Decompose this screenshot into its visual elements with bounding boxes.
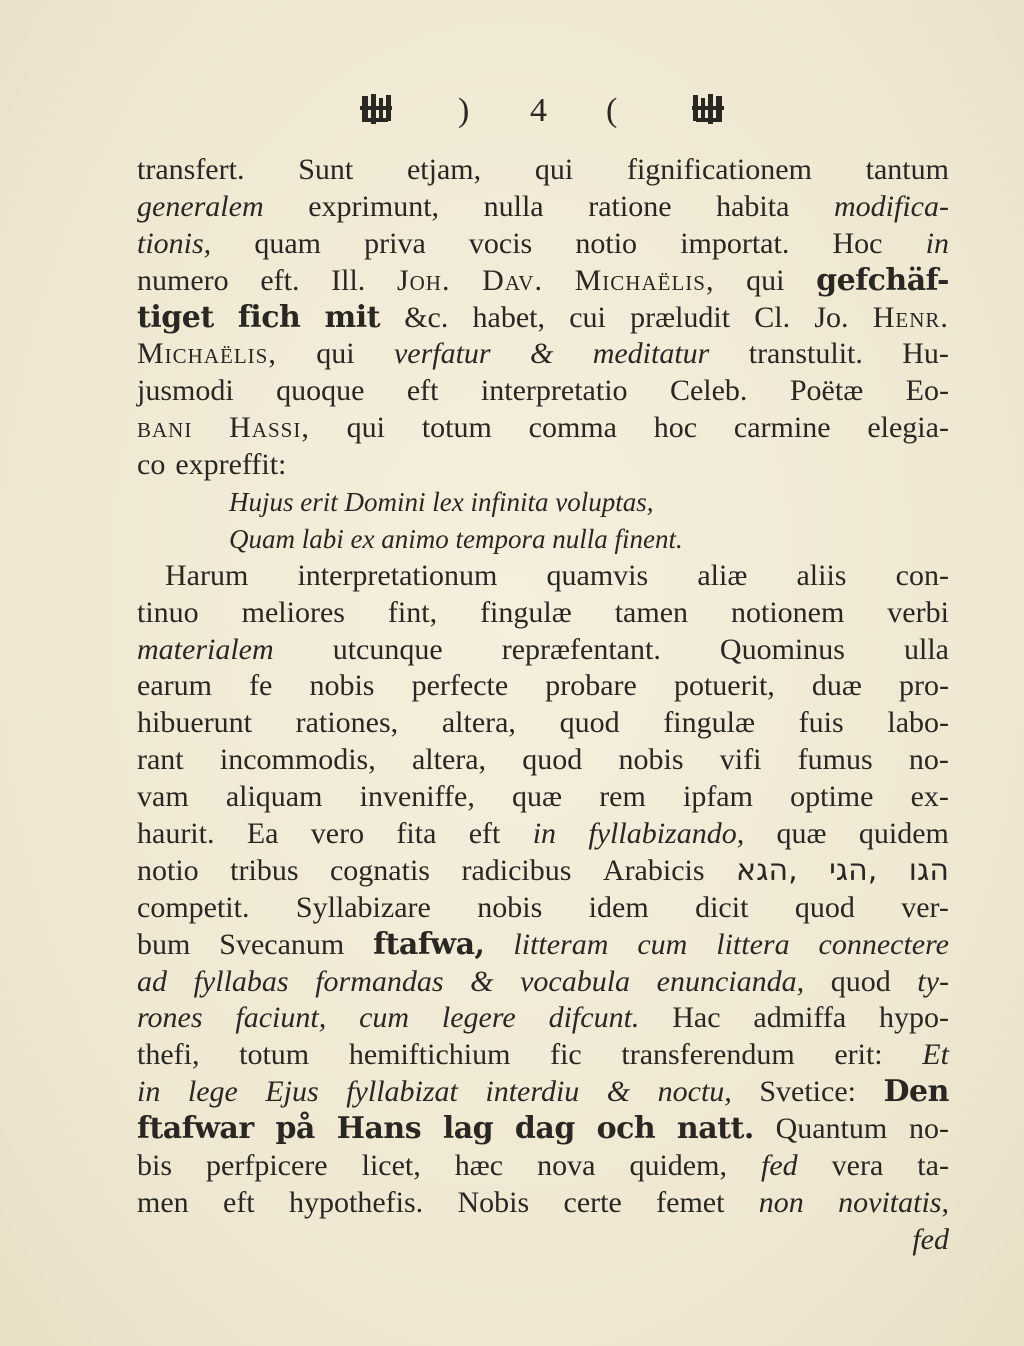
word: ta- (917, 1149, 949, 1183)
word: verfatur (393, 337, 491, 371)
word: Svecanum (219, 927, 345, 961)
word: nobis (618, 743, 684, 777)
header-right-parenthesis: ( (606, 92, 618, 129)
printer-ornament-left-icon (358, 92, 394, 126)
word: rem (599, 780, 646, 814)
word: tionis, (137, 226, 212, 260)
text-line (137, 558, 949, 595)
word: notio (575, 226, 638, 260)
word: Et (922, 1038, 949, 1072)
word: eft. (260, 263, 300, 297)
word: interpretationum (297, 558, 498, 592)
word: fyllabas (193, 964, 289, 998)
word: haurit. (137, 817, 215, 851)
text-line (137, 632, 949, 669)
text-line (137, 853, 949, 890)
word: faciunt, (235, 1001, 327, 1035)
word: meditatur (592, 337, 710, 371)
word: Hu- (902, 337, 949, 371)
word: Hujus erit Domini lex infinita voluptas, (229, 487, 654, 518)
word: Henr. (872, 300, 949, 334)
word: Arabicis (602, 853, 705, 887)
word: admiffa (753, 1001, 847, 1035)
word: competit. (137, 890, 250, 924)
word: tribus (230, 853, 299, 887)
word: noctu, (657, 1075, 732, 1109)
word: perfpicere (206, 1149, 328, 1183)
word: Ea (246, 817, 279, 851)
word: mit (324, 299, 380, 335)
word: hibuerunt (137, 706, 252, 740)
word: & (606, 1075, 631, 1109)
word: ipfam (682, 780, 753, 814)
word: modifica- (834, 189, 949, 223)
word: thefi, (137, 1038, 200, 1072)
word: altera, (411, 743, 487, 777)
word: aliquam (225, 780, 323, 814)
word: comma (528, 411, 617, 445)
word: cognatis (329, 853, 430, 887)
word: quod (522, 743, 583, 777)
word: Eo- (905, 374, 949, 408)
word: fed (760, 1149, 798, 1183)
word: expreffit: (175, 448, 287, 482)
word: interdiu (485, 1075, 580, 1109)
word: fignificationem (626, 153, 812, 186)
word: litteram (513, 927, 609, 961)
word: erit: (834, 1038, 883, 1072)
word: aliæ (697, 558, 748, 592)
word: licet, (361, 1149, 421, 1183)
word: cum (637, 927, 688, 961)
word: vocabula (520, 964, 631, 998)
word: hæc (454, 1149, 504, 1183)
word: Den (883, 1074, 949, 1110)
word: numero (137, 263, 229, 297)
word: quæ (776, 817, 827, 851)
page-number: 4 (530, 92, 547, 129)
word: Cl. (754, 300, 791, 334)
word: ulla (903, 632, 949, 666)
word: dag (514, 1111, 575, 1147)
word: connectere (818, 927, 949, 961)
word: interpretatio (480, 374, 628, 408)
word: nulla (483, 189, 544, 223)
word: cui (569, 300, 606, 334)
word: eft (468, 817, 501, 851)
word: &c. (404, 300, 449, 334)
word: fe (249, 669, 273, 703)
word: fuis (798, 706, 844, 740)
word: difcunt. (548, 1001, 640, 1035)
word: notionem (730, 595, 845, 629)
word: vifi (719, 743, 762, 777)
header-left-parenthesis: ) (458, 92, 470, 129)
word: tamen (614, 595, 689, 629)
word: earum (137, 669, 212, 703)
word: natt. (676, 1111, 754, 1147)
word: Hac (672, 1001, 721, 1035)
word: Joh. (396, 263, 451, 297)
text-line (137, 1074, 949, 1111)
printer-ornament-right-icon (690, 92, 726, 126)
text-line (137, 447, 949, 484)
word: quoque (276, 374, 365, 408)
word: Dav. (482, 263, 543, 297)
word: Celeb. (669, 374, 748, 408)
word: nova (537, 1149, 596, 1183)
word: novitatis, (838, 1185, 949, 1219)
word: fita (396, 817, 437, 851)
word: qui (746, 263, 785, 297)
word: generalem (137, 189, 264, 223)
word: hypo- (879, 1001, 949, 1035)
word: transfert. (137, 153, 245, 186)
word: præludit (630, 300, 731, 334)
word: ratione (588, 189, 672, 223)
word: no- (908, 1112, 949, 1146)
word: nobis (309, 669, 375, 703)
word: rant (137, 743, 184, 777)
word: hoc (653, 411, 698, 445)
word: co (137, 448, 166, 482)
word: rones (137, 1001, 203, 1035)
word: radicibus (461, 853, 572, 887)
word: pro- (898, 669, 949, 703)
word: Hoc (832, 226, 883, 260)
word: idem (588, 890, 649, 924)
word: in (925, 226, 949, 260)
word: cum (359, 1001, 410, 1035)
word: fingulæ (480, 595, 572, 629)
text-line (137, 927, 949, 964)
word: transtulit. (748, 337, 863, 371)
text-line (137, 373, 949, 410)
word: ad (137, 964, 167, 998)
word: quod (559, 706, 620, 740)
word: totum (421, 411, 492, 445)
word: Nobis (457, 1185, 530, 1219)
word: optime (790, 780, 874, 814)
word: fingulæ (663, 706, 755, 740)
word: littera (716, 927, 790, 961)
text-line (137, 300, 949, 337)
text-line (137, 779, 949, 816)
word: labo- (887, 706, 949, 740)
word: eft (223, 1185, 255, 1219)
word: quod (794, 890, 855, 924)
word: transferendum (621, 1038, 795, 1072)
word: habet, (472, 300, 546, 334)
page-body-text (137, 152, 949, 1259)
text-line (137, 1222, 949, 1259)
word: eft (406, 374, 439, 408)
word: utcunque (332, 632, 443, 666)
word: formandas (315, 964, 444, 998)
word: incommodis, (219, 743, 376, 777)
word: הגי, (829, 852, 878, 888)
word: bis (137, 1149, 173, 1183)
word: altera, (441, 706, 516, 740)
word: tinuo (137, 595, 199, 629)
word: rationes, (295, 706, 399, 740)
word: ty- (917, 964, 949, 998)
text-line (137, 742, 949, 779)
text-line (137, 668, 949, 705)
word: probare (545, 669, 637, 703)
word: vero (310, 817, 365, 851)
word: Quantum (775, 1112, 888, 1146)
word: lege (187, 1075, 238, 1109)
text-line (137, 1111, 949, 1148)
word: perfecte (411, 669, 509, 703)
word: tiget (137, 299, 214, 335)
word: habita (716, 189, 790, 223)
word: priva (364, 226, 426, 260)
word: Jo. (814, 300, 849, 334)
text-line (137, 964, 949, 1001)
word: importat. (680, 226, 790, 260)
word: verbi (887, 595, 949, 629)
word: qui (316, 337, 355, 371)
word: men (137, 1185, 189, 1219)
word: duæ (811, 669, 862, 703)
word: quæ (512, 780, 563, 814)
word: Sunt (298, 153, 354, 186)
word: quidem, (629, 1149, 727, 1183)
word: Quominus (719, 632, 845, 666)
word: Quam labi ex animo tempora nulla finent. (229, 523, 683, 554)
word: fich (237, 299, 301, 335)
word: in (532, 817, 557, 851)
word: Ill. (331, 263, 366, 297)
text-line (137, 890, 949, 927)
word: Hans (336, 1111, 422, 1147)
word: Ejus (265, 1075, 319, 1109)
word: jusmodi (137, 374, 234, 408)
word: bum (137, 927, 191, 961)
word: hemiftichium (348, 1038, 511, 1072)
word: fyllabizando, (588, 817, 745, 851)
word: Harum (165, 558, 249, 592)
word: fint, (387, 595, 438, 629)
word: quidem (858, 817, 949, 851)
word: notio (137, 853, 199, 887)
word: repræfentant. (501, 632, 661, 666)
text-line (137, 1185, 949, 1222)
word: qui (534, 153, 574, 186)
word: quod (830, 964, 891, 998)
text-line (137, 705, 949, 742)
word: Poëtæ (789, 374, 864, 408)
text-line (137, 336, 949, 373)
word: ftafwa, (373, 926, 485, 962)
word: lag (442, 1111, 494, 1147)
word: in (137, 1075, 161, 1109)
text-line (137, 595, 949, 632)
word: quam (254, 226, 321, 260)
word: vocis (468, 226, 533, 260)
word: Michaëlis, (137, 337, 277, 371)
word: Michaëlis, (574, 263, 715, 297)
word: elegia- (867, 411, 949, 445)
text-line (137, 484, 949, 521)
word: fyllabizat (346, 1075, 458, 1109)
text-line (137, 152, 949, 189)
word: quamvis (546, 558, 649, 592)
word: ver- (901, 890, 949, 924)
word: fic (550, 1038, 582, 1072)
word: femet (656, 1185, 725, 1219)
word: enuncianda, (656, 964, 805, 998)
word: Syllabizare (295, 890, 431, 924)
word: vera (831, 1149, 884, 1183)
text-line (137, 263, 949, 300)
word: exprimunt, (308, 189, 440, 223)
word: gefchäf- (816, 262, 949, 298)
word: certe (563, 1185, 622, 1219)
word: & (470, 964, 494, 998)
word: materialem (137, 632, 274, 666)
text-line (137, 1037, 949, 1074)
word: etjam, (406, 153, 482, 186)
word: inveniffe, (359, 780, 475, 814)
word: och (596, 1111, 656, 1147)
word: ex- (910, 780, 949, 814)
word: con- (895, 558, 949, 592)
text-line (137, 1000, 949, 1037)
running-header (0, 86, 1024, 136)
word: tantum (865, 153, 949, 186)
word: meliores (241, 595, 345, 629)
text-line (137, 1148, 949, 1185)
word: nobis (477, 890, 543, 924)
word: Svetice: (759, 1075, 856, 1109)
word: totum (239, 1038, 310, 1072)
text-line (137, 410, 949, 447)
text-line (137, 189, 949, 226)
word: & (529, 337, 554, 371)
word: qui (346, 411, 385, 445)
word: dicit (695, 890, 749, 924)
word: ftafwar (137, 1111, 254, 1147)
word: fed (912, 1222, 949, 1256)
word: Hassi, (229, 411, 310, 445)
word: potuerit, (673, 669, 775, 703)
word: hypothefis. (288, 1185, 424, 1219)
word: הגא, (736, 852, 798, 888)
text-line (137, 521, 949, 558)
text-line (137, 226, 949, 263)
word: non (758, 1185, 804, 1219)
word: på (275, 1111, 315, 1147)
word: legere (441, 1001, 516, 1035)
word: carmine (733, 411, 831, 445)
word: no- (908, 743, 949, 777)
word: fumus (797, 743, 873, 777)
word: הגו (908, 852, 949, 888)
word: vam (137, 780, 189, 814)
word: aliis (796, 558, 847, 592)
word: bani (137, 411, 193, 445)
text-line (137, 816, 949, 853)
